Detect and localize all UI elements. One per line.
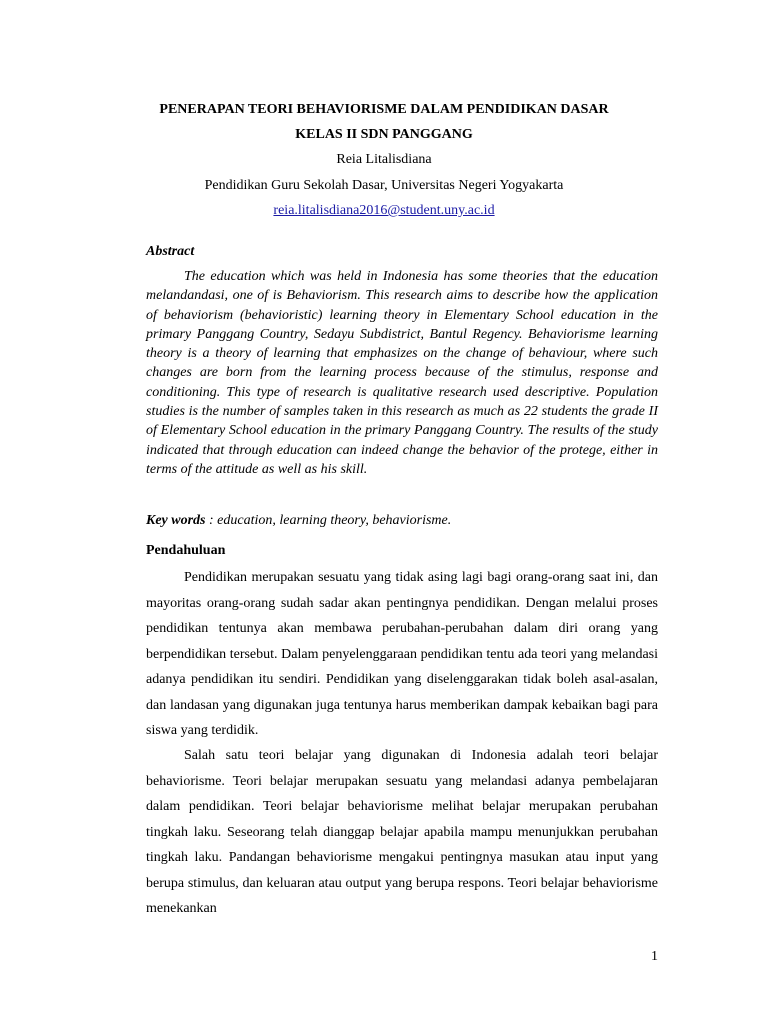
body-paragraph-2: Salah satu teori belajar yang digunakan di Indonesia adalah teori belajar behaviorisme. Teori belajar merupakan sesuatu yang melandasi adanya pembelajaran dalam pendidikan. Teori belajar behaviorisme melihat belajar merupakan perubahan tingkah laku. Seseorang telah dianggap belajar apabila mampu menunjukkan perubahan tingkah laku. Pandangan behaviorisme mengakui pentingnya masukan atau input yang berupa stimulus, dan keluaran atau output yang berupa respons. Teori belajar behaviorisme menekankan: [146, 748, 658, 916]
keywords-text: education, learning theory, behaviorisme.: [217, 513, 452, 528]
page-number: 1: [651, 949, 658, 964]
author-email-link[interactable]: reia.litalisdiana2016@student.uny.ac.id: [273, 203, 495, 218]
abstract-heading: Abstract: [146, 244, 195, 259]
author-email-row: [0, 202, 768, 220]
paper-title-line-1: PENERAPAN TEORI BEHAVIORISME DALAM PENDIDIKAN DASAR: [159, 102, 609, 117]
keywords-separator: :: [205, 513, 218, 528]
paper-title-line-2: KELAS II SDN PANGGANG: [295, 127, 473, 142]
keywords-line: [146, 512, 658, 530]
author-name: Reia Litalisdiana: [336, 152, 432, 167]
abstract-text: The education which was held in Indonesia has some theories that the education melandandasi, one of is Behaviorism. This research aims to describe how the application of behaviorism (behavioristic) learning theory in Elementary School education in the primary Panggang Country, Sedayu Subdistrict, Bantul Regency. Behaviorisme learning theory is a theory of learning that emphasizes on the change of behaviour, where such changes are born from the learning process because of the stimulus, response and conditioning. This type of research is qualitative research used descriptive. Population studies is the number of samples taken in this research as much as 22 students the grade II of Elementary School education in the primary Panggang Country. The results of the study indicated that through education can indeed change the behavior of the protege, either in terms of the attitude as well as his skill.: [146, 269, 658, 477]
keywords-label: Key words: [146, 513, 206, 528]
section-heading: Pendahuluan: [146, 543, 226, 558]
body-paragraph-1: Pendidikan merupakan sesuatu yang tidak asing lagi bagi orang-orang saat ini, dan mayoritas orang-orang sudah sadar akan pentingnya pendidikan. Dengan melalui proses pendidikan tentunya akan membawa perubahan-perubahan dalam diri orang yang berpendidikan tersebut. Dalam penyelenggaraan pendidikan tentu ada teori yang melandasi adanya pendidikan itu sendiri. Pendidikan yang diselenggarakan tidak boleh asal-asalan, dan landasan yang digunakan juga tentunya harus memberikan dampak kebaikan bagi para siswa yang terdidik.: [146, 570, 658, 738]
author-affiliation: Pendidikan Guru Sekolah Dasar, Universitas Negeri Yogyakarta: [204, 178, 564, 193]
